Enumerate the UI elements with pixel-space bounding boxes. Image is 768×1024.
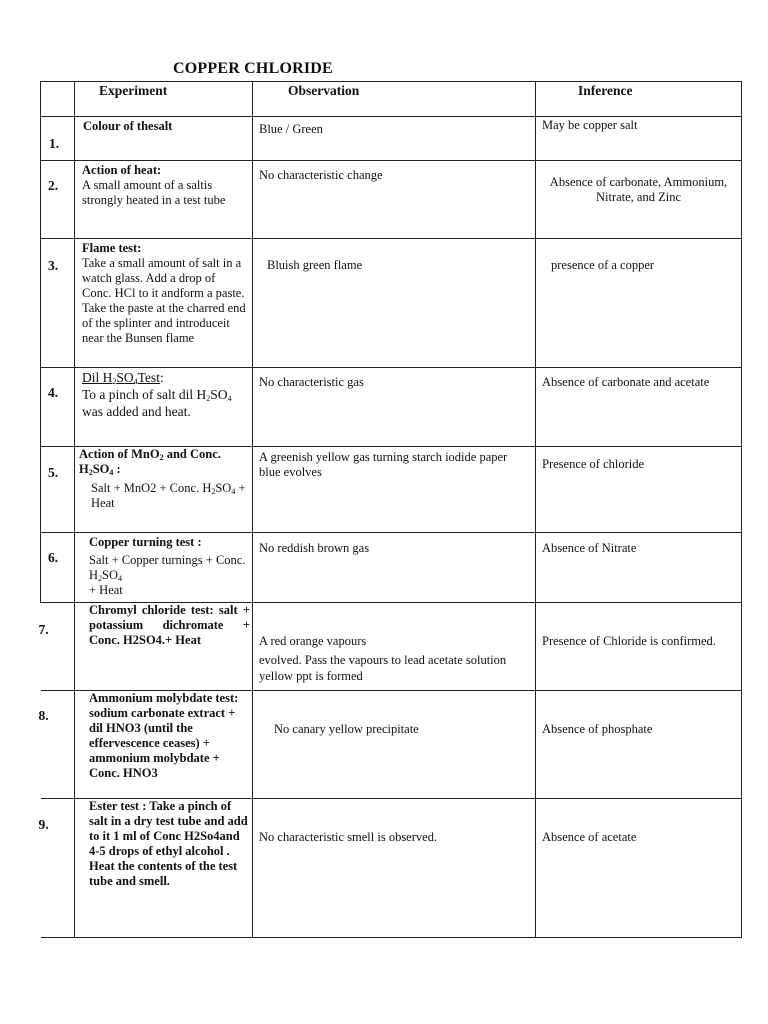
experiment-title: Colour of thesalt	[83, 119, 173, 133]
observation-cell: Blue / Green	[253, 117, 536, 161]
table-row	[41, 447, 742, 533]
table-row	[41, 239, 742, 368]
experiment-body: Salt + Copper turnings + Conc. $H_2SO_4$ + Heat	[89, 553, 246, 597]
experiment-cell: Chromyl chloride test: salt + potassium dichromate + Conc. H2SO4.+ Heat	[75, 603, 253, 691]
experiment-title: Action of heat:	[82, 163, 162, 177]
header-inference: Inference	[536, 82, 742, 117]
row-number: 1.	[41, 117, 75, 161]
inference-cell: Absence of phosphate	[536, 691, 742, 799]
table-row	[41, 368, 742, 447]
experiment-body: Salt + MnO2 + Conc. $H_2SO_4$ + Heat	[91, 481, 246, 510]
inference-cell: Presence of chloride	[536, 447, 742, 533]
experiment-cell	[75, 117, 253, 161]
table-row	[41, 117, 742, 161]
header-experiment: Experiment	[75, 82, 253, 117]
page-title: COPPER CHLORIDE	[173, 60, 333, 77]
experiment-body: Take a small amount of salt in a watch glass. Add a drop of Conc. HCl to it andform a paste. Take the paste at the charred end of the splinter and introduceit near the Bunsen flame	[82, 256, 246, 345]
inference-cell: Absence of Nitrate	[536, 533, 742, 603]
row-number: 6.	[41, 533, 75, 603]
observation-cell: A greenish yellow gas turning starch iodide paper blue evolves	[253, 447, 536, 533]
row-number: 9.	[41, 799, 75, 938]
row-number: 2.	[41, 161, 75, 239]
header-observation: Observation	[253, 82, 536, 117]
inference-cell: Absence of carbonate, Ammonium, Nitrate, and Zinc	[536, 161, 742, 239]
experiment-cell	[75, 447, 253, 533]
inference-cell: May be copper salt	[536, 117, 742, 161]
table-row	[41, 603, 742, 691]
experiment-body: A small amount of a saltis strongly heated in a test tube	[82, 178, 226, 207]
observation-line: evolved. Pass the vapours to lead acetate solution yellow ppt is formed	[259, 653, 507, 683]
inference-cell: Absence of acetate	[536, 799, 742, 938]
observation-cell: No reddish brown gas	[253, 533, 536, 603]
row-number: 4.	[41, 368, 75, 447]
observation-cell: No characteristic change	[253, 161, 536, 239]
experiment-cell	[75, 368, 253, 447]
experiment-table	[40, 81, 742, 938]
experiment-cell	[75, 239, 253, 368]
header-number-cell	[41, 82, 75, 117]
experiment-title: Flame test:	[82, 241, 142, 255]
table-row	[41, 691, 742, 799]
experiment-cell: Ester test : Take a pinch of salt in a dry test tube and add to it 1 ml of Conc H2So4and 4-5 drops of ethyl alcohol . Heat the contents of the test tube and smell.	[75, 799, 253, 938]
experiment-body: To a pinch of salt dil $H_2SO_4$ was added and heat.	[82, 387, 242, 419]
row-number: 8.	[41, 691, 75, 799]
observation-cell	[253, 603, 536, 691]
observation-line: A red orange vapours	[259, 634, 367, 648]
experiment-cell	[75, 533, 253, 603]
inference-cell: presence of a copper	[536, 239, 742, 368]
observation-cell: Bluish green flame	[253, 239, 536, 368]
table-row	[41, 799, 742, 938]
inference-cell: Presence of Chloride is confirmed.	[536, 603, 742, 691]
row-number: 5.	[41, 447, 75, 533]
table-header-row	[41, 82, 742, 117]
observation-cell: No canary yellow precipitate	[253, 691, 536, 799]
table-row	[41, 533, 742, 603]
experiment-title: Copper turning test :	[89, 535, 202, 549]
table-row	[41, 161, 742, 239]
experiment-title: Dil $H_2SO_4Test$:	[82, 370, 164, 386]
inference-cell: Absence of carbonate and acetate	[536, 368, 742, 447]
experiment-cell: Ammonium molybdate test: sodium carbonate extract + dil HNO3 (until the effervescence ceases) + ammonium molybdate + Conc. HNO3	[75, 691, 253, 799]
observation-cell: No characteristic smell is observed.	[253, 799, 536, 938]
experiment-cell	[75, 161, 253, 239]
row-number: 7.	[41, 603, 75, 691]
experiment-title: Action of MnO$_2$ and Conc. $H_2SO_4$ :	[79, 447, 221, 477]
row-number: 3.	[41, 239, 75, 368]
observation-cell: No characteristic gas	[253, 368, 536, 447]
